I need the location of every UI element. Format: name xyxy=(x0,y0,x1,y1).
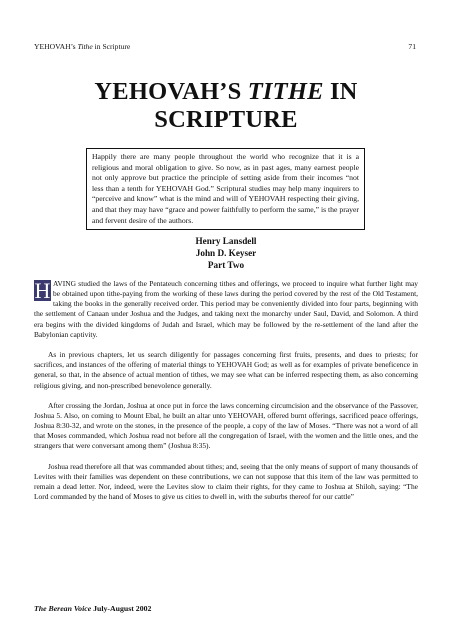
running-head xyxy=(34,42,416,51)
title-part1: YEHOVAH’S xyxy=(94,78,248,105)
page-number: 71 xyxy=(408,42,416,51)
title-italic: TITHE xyxy=(247,78,324,105)
author-1: Henry Lansdell xyxy=(195,236,257,246)
running-head-italic: Tithe xyxy=(77,42,93,51)
issue-date: July-August 2002 xyxy=(91,604,152,613)
paragraph-4: Joshua read therefore all that was commanded about tithes; and, seeing that the only means of support of many thousands of Levites with their families was dependent on these contributions, we can not suppose that this item of the law was permitted to remain a dead letter. Nor, indeed, were the Levites slow to claim their rights, for they came to Joshua at Shiloh, saying: “The Lord commanded by the hand of Moses to give us cities to dwell in, with the suburbs thereof for our cattle” xyxy=(34,461,418,502)
article-part: Part Two xyxy=(207,259,245,270)
page-footer xyxy=(34,604,151,613)
abstract-box: Happily there are many people throughout the world who recognize that it is a religious and moral obligation to give. So now, as in past ages, many earnest people not only approve but practice the principle of setting aside from their incomes “not less than a tenth for YEHOVAH God.” Scriptural studies may help many inquirers to “perceive and know” what is the mind and will of YEHOVAH respecting their giving, and that they may have “grace and power faithfully to perform the same,” is the prayer and fervent desire of the authors. xyxy=(86,148,365,230)
author-2: John D. Keyser xyxy=(195,247,257,258)
running-head-suffix: in Scripture xyxy=(92,42,131,51)
lead-word: AVING xyxy=(53,279,77,288)
running-head-prefix: YEHOVAH’s xyxy=(34,42,78,51)
running-head-title xyxy=(34,42,130,51)
paragraph-3: After crossing the Jordan, Joshua at once put in force the laws concerning circumcision and the observance of the Passover, Joshua 5. Also, on coming to Mount Ebal, he built an altar unto YEHOVAH, offered burnt offerings, sacrificed peace offerings, Joshua 8:30-32, and wrote on the stones, in the presence of the people, a copy of the law of Moses. “There was not a word of all that Moses commanded, which Joshua read not before all the congregation of Israel, with the women and the little ones, and the strangers that were conversant among them” (Joshua 8:35). xyxy=(34,400,418,451)
article-body xyxy=(34,279,418,513)
paragraph-1-text: studied the laws of the Pentateuch concerning tithes and offerings, we proceed to inquire what further light may be obtained upon tithe-paying from the working of these laws during the period covered by the rest of the Old Testament, taking the books in the generally received order. This period may be conveniently divided into four parts, beginning with the settlement of Canaan under Joshua and the Judges, and taking next the monarchy under Saul, David, and Solomon. A third era begins with the divided kingdoms of Judah and Israel, which may be followed by the re-settlement of the land after the Babylonian captivity. xyxy=(34,279,418,339)
author-block xyxy=(0,236,452,271)
magazine-name: The Berean Voice xyxy=(34,604,92,613)
paragraph-2: As in previous chapters, let us search diligently for passages concerning first fruits, presents, and dues to priests; for sacrifices, and instances of the offering of material things to YEHOVAH God; as well as for examples of private beneficence in general, so that, in the absence of actual mention of tithes, we may see what can be inferred respecting them, as also concerning religious giving, and non-prescribed benevolence generally. xyxy=(34,350,418,390)
paragraph-1 xyxy=(34,279,418,340)
title-part2: IN SCRIPTURE xyxy=(154,78,358,133)
article-title xyxy=(40,78,412,134)
drop-cap: H xyxy=(34,278,51,303)
